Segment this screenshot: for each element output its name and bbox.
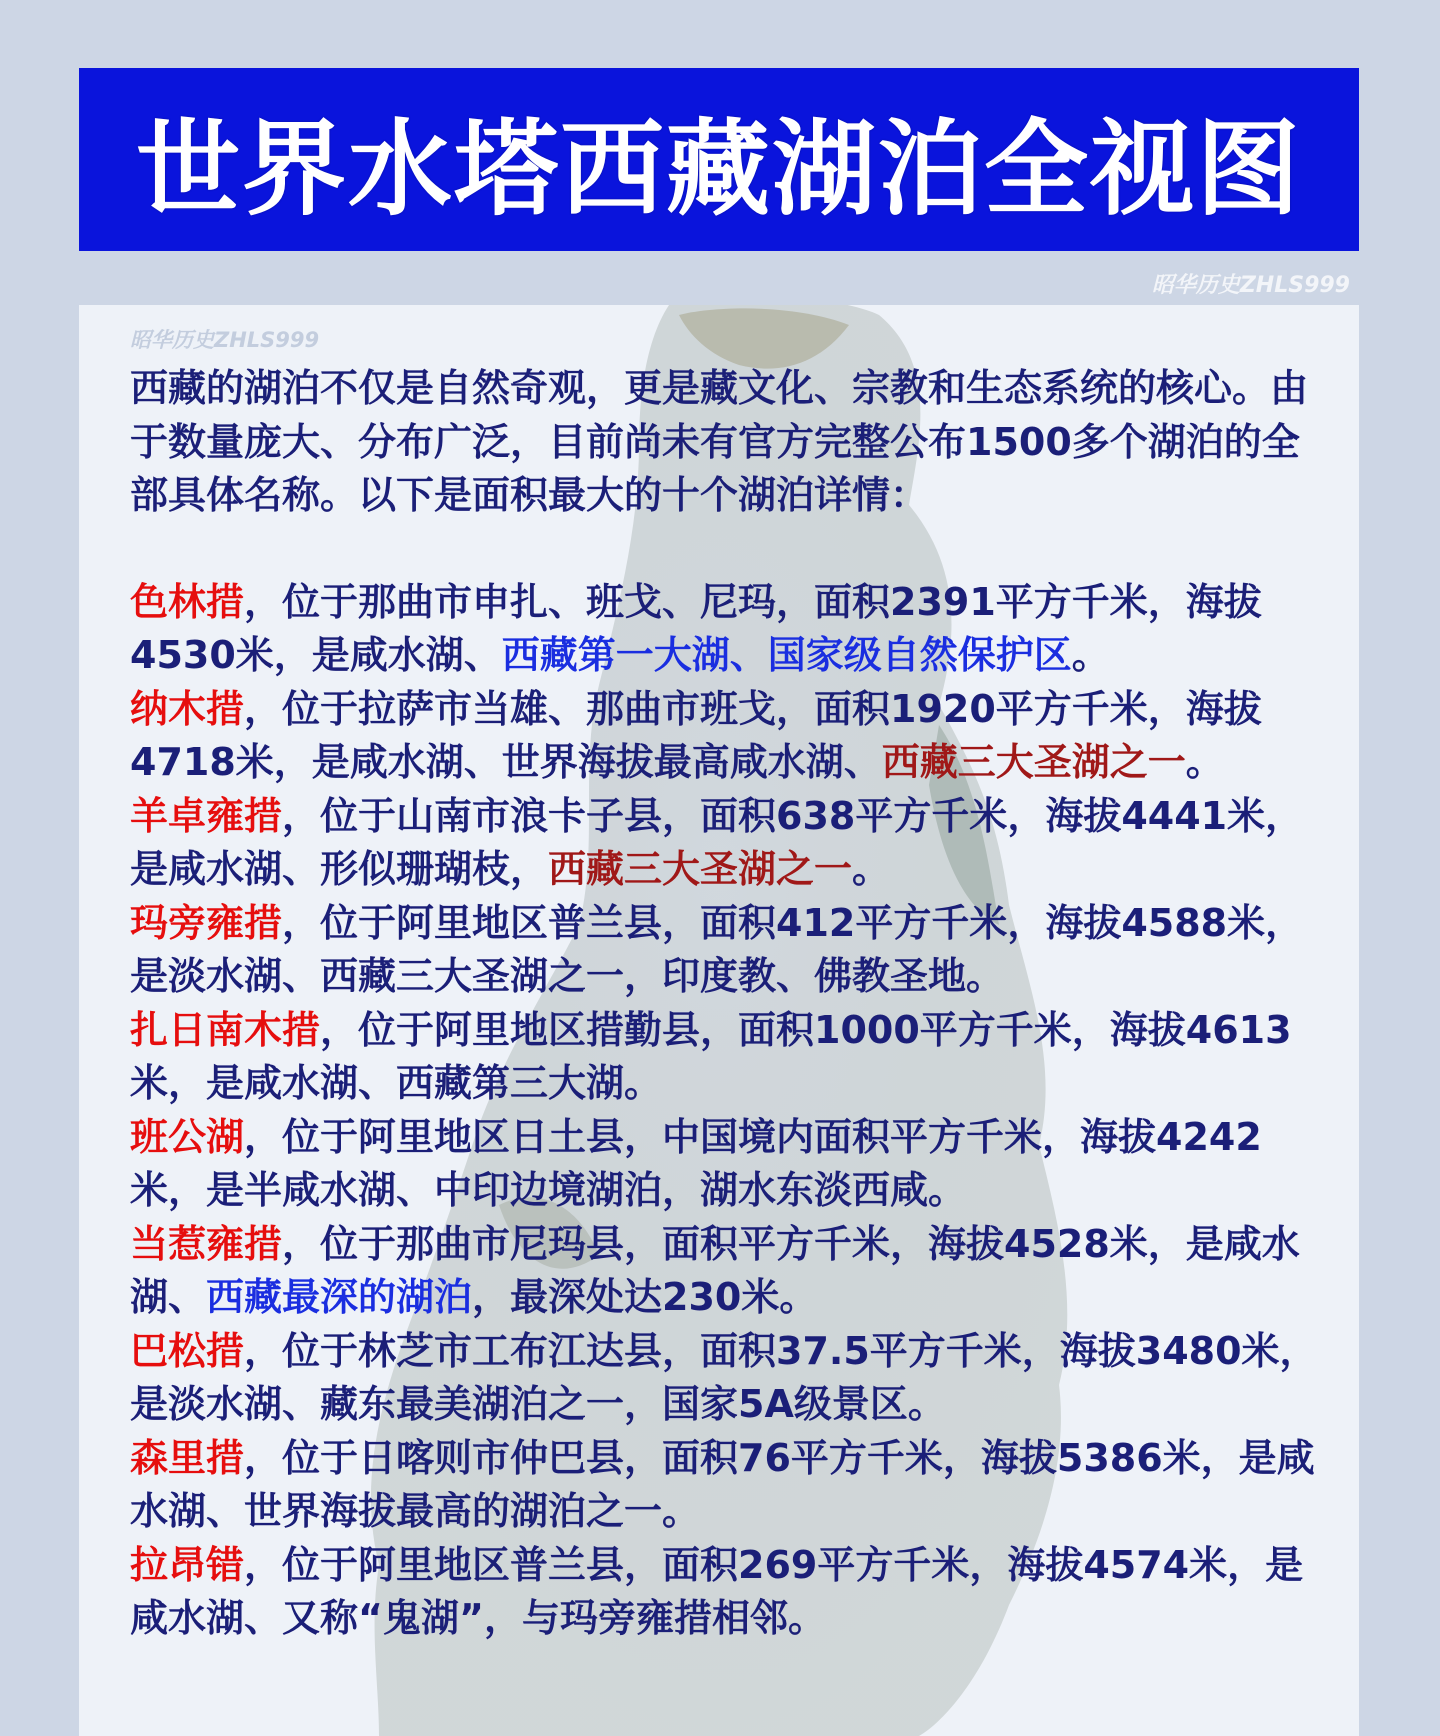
lake-name: 扎日南木措: [130, 1007, 321, 1052]
title-banner: [79, 68, 1359, 251]
lake-name: 巴松措: [130, 1328, 245, 1373]
lake-highlight: 西藏三大圣湖之一: [548, 847, 853, 891]
lake-entry: 纳木措，位于拉萨市当雄、那曲市班戈，面积1920平方千米，海拔4718米，是咸水湖、世界海拔最高咸水湖、西藏三大圣湖之一。: [130, 686, 1262, 784]
lake-highlight: 西藏三大圣湖之一: [881, 740, 1186, 784]
lake-entry: 羊卓雍措，位于山南市浪卡子县，面积638平方千米，海拔4441米，是咸水湖、形似珊瑚枝，西藏三大圣湖之一。: [130, 793, 1304, 891]
lake-name: 玛旁雍措: [130, 900, 283, 945]
lake-entry: 森里措，位于日喀则市仲巴县，面积76平方千米，海拔5386米，是咸水湖、世界海拔最高的湖泊之一。: [130, 1435, 1315, 1533]
lake-entry: 扎日南木措，位于阿里地区措勤县，面积1000平方千米，海拔4613米，是咸水湖、西藏第三大湖。: [130, 1007, 1292, 1105]
lake-highlight: 西藏第一大湖、国家级自然保护区: [501, 633, 1072, 677]
watermark-panel: 昭华历史ZHLS999: [130, 328, 320, 352]
lake-name: 色林措: [130, 579, 245, 624]
lake-name: 拉昂错: [130, 1542, 245, 1587]
lake-name: 羊卓雍措: [130, 793, 283, 838]
watermark-top: 昭华历史ZHLS999: [1151, 273, 1350, 298]
lake-entry: 拉昂错，位于阿里地区普兰县，面积269平方千米，海拔4574米，是咸水湖、又称“鬼湖”，与玛旁雍措相邻。: [130, 1542, 1304, 1640]
lake-entry: 色林措，位于那曲市申扎、班戈、尼玛，面积2391平方千米，海拔4530米，是咸水湖、西藏第一大湖、国家级自然保护区。: [130, 579, 1262, 677]
intro-paragraph: 西藏的湖泊不仅是自然奇观，更是藏文化、宗教和生态系统的核心。由于数量庞大、分布广泛，目前尚未有官方完整公布1500多个湖泊的全部具体名称。以下是面积最大的十个湖泊详情：: [130, 366, 1309, 517]
lake-entry: 玛旁雍措，位于阿里地区普兰县，面积412平方千米，海拔4588米，是淡水湖、西藏三大圣湖之一，印度教、佛教圣地。: [130, 900, 1304, 998]
lake-name: 纳木措: [130, 686, 245, 731]
page-title: 世界水塔西藏湖泊全视图: [135, 107, 1302, 230]
lake-highlight: 西藏最深的湖泊: [206, 1275, 473, 1319]
lake-name: 森里措: [130, 1435, 245, 1480]
lake-entry: 当惹雍措，位于那曲市尼玛县，面积平方千米，海拔4528米，是咸水湖、西藏最深的湖泊，最深处达230米。: [130, 1221, 1300, 1319]
lake-entry: 班公湖，位于阿里地区日土县，中国境内面积平方千米，海拔4242米，是半咸水湖、中印边境湖泊，湖水东淡西咸。: [130, 1114, 1262, 1212]
article-body: [130, 362, 1330, 1646]
lake-name: 班公湖: [130, 1114, 245, 1159]
lake-name: 当惹雍措: [130, 1221, 283, 1266]
lake-entry: 巴松措，位于林芝市工布江达县，面积37.5平方千米，海拔3480米，是淡水湖、藏东最美湖泊之一，国家5A级景区。: [130, 1328, 1318, 1426]
